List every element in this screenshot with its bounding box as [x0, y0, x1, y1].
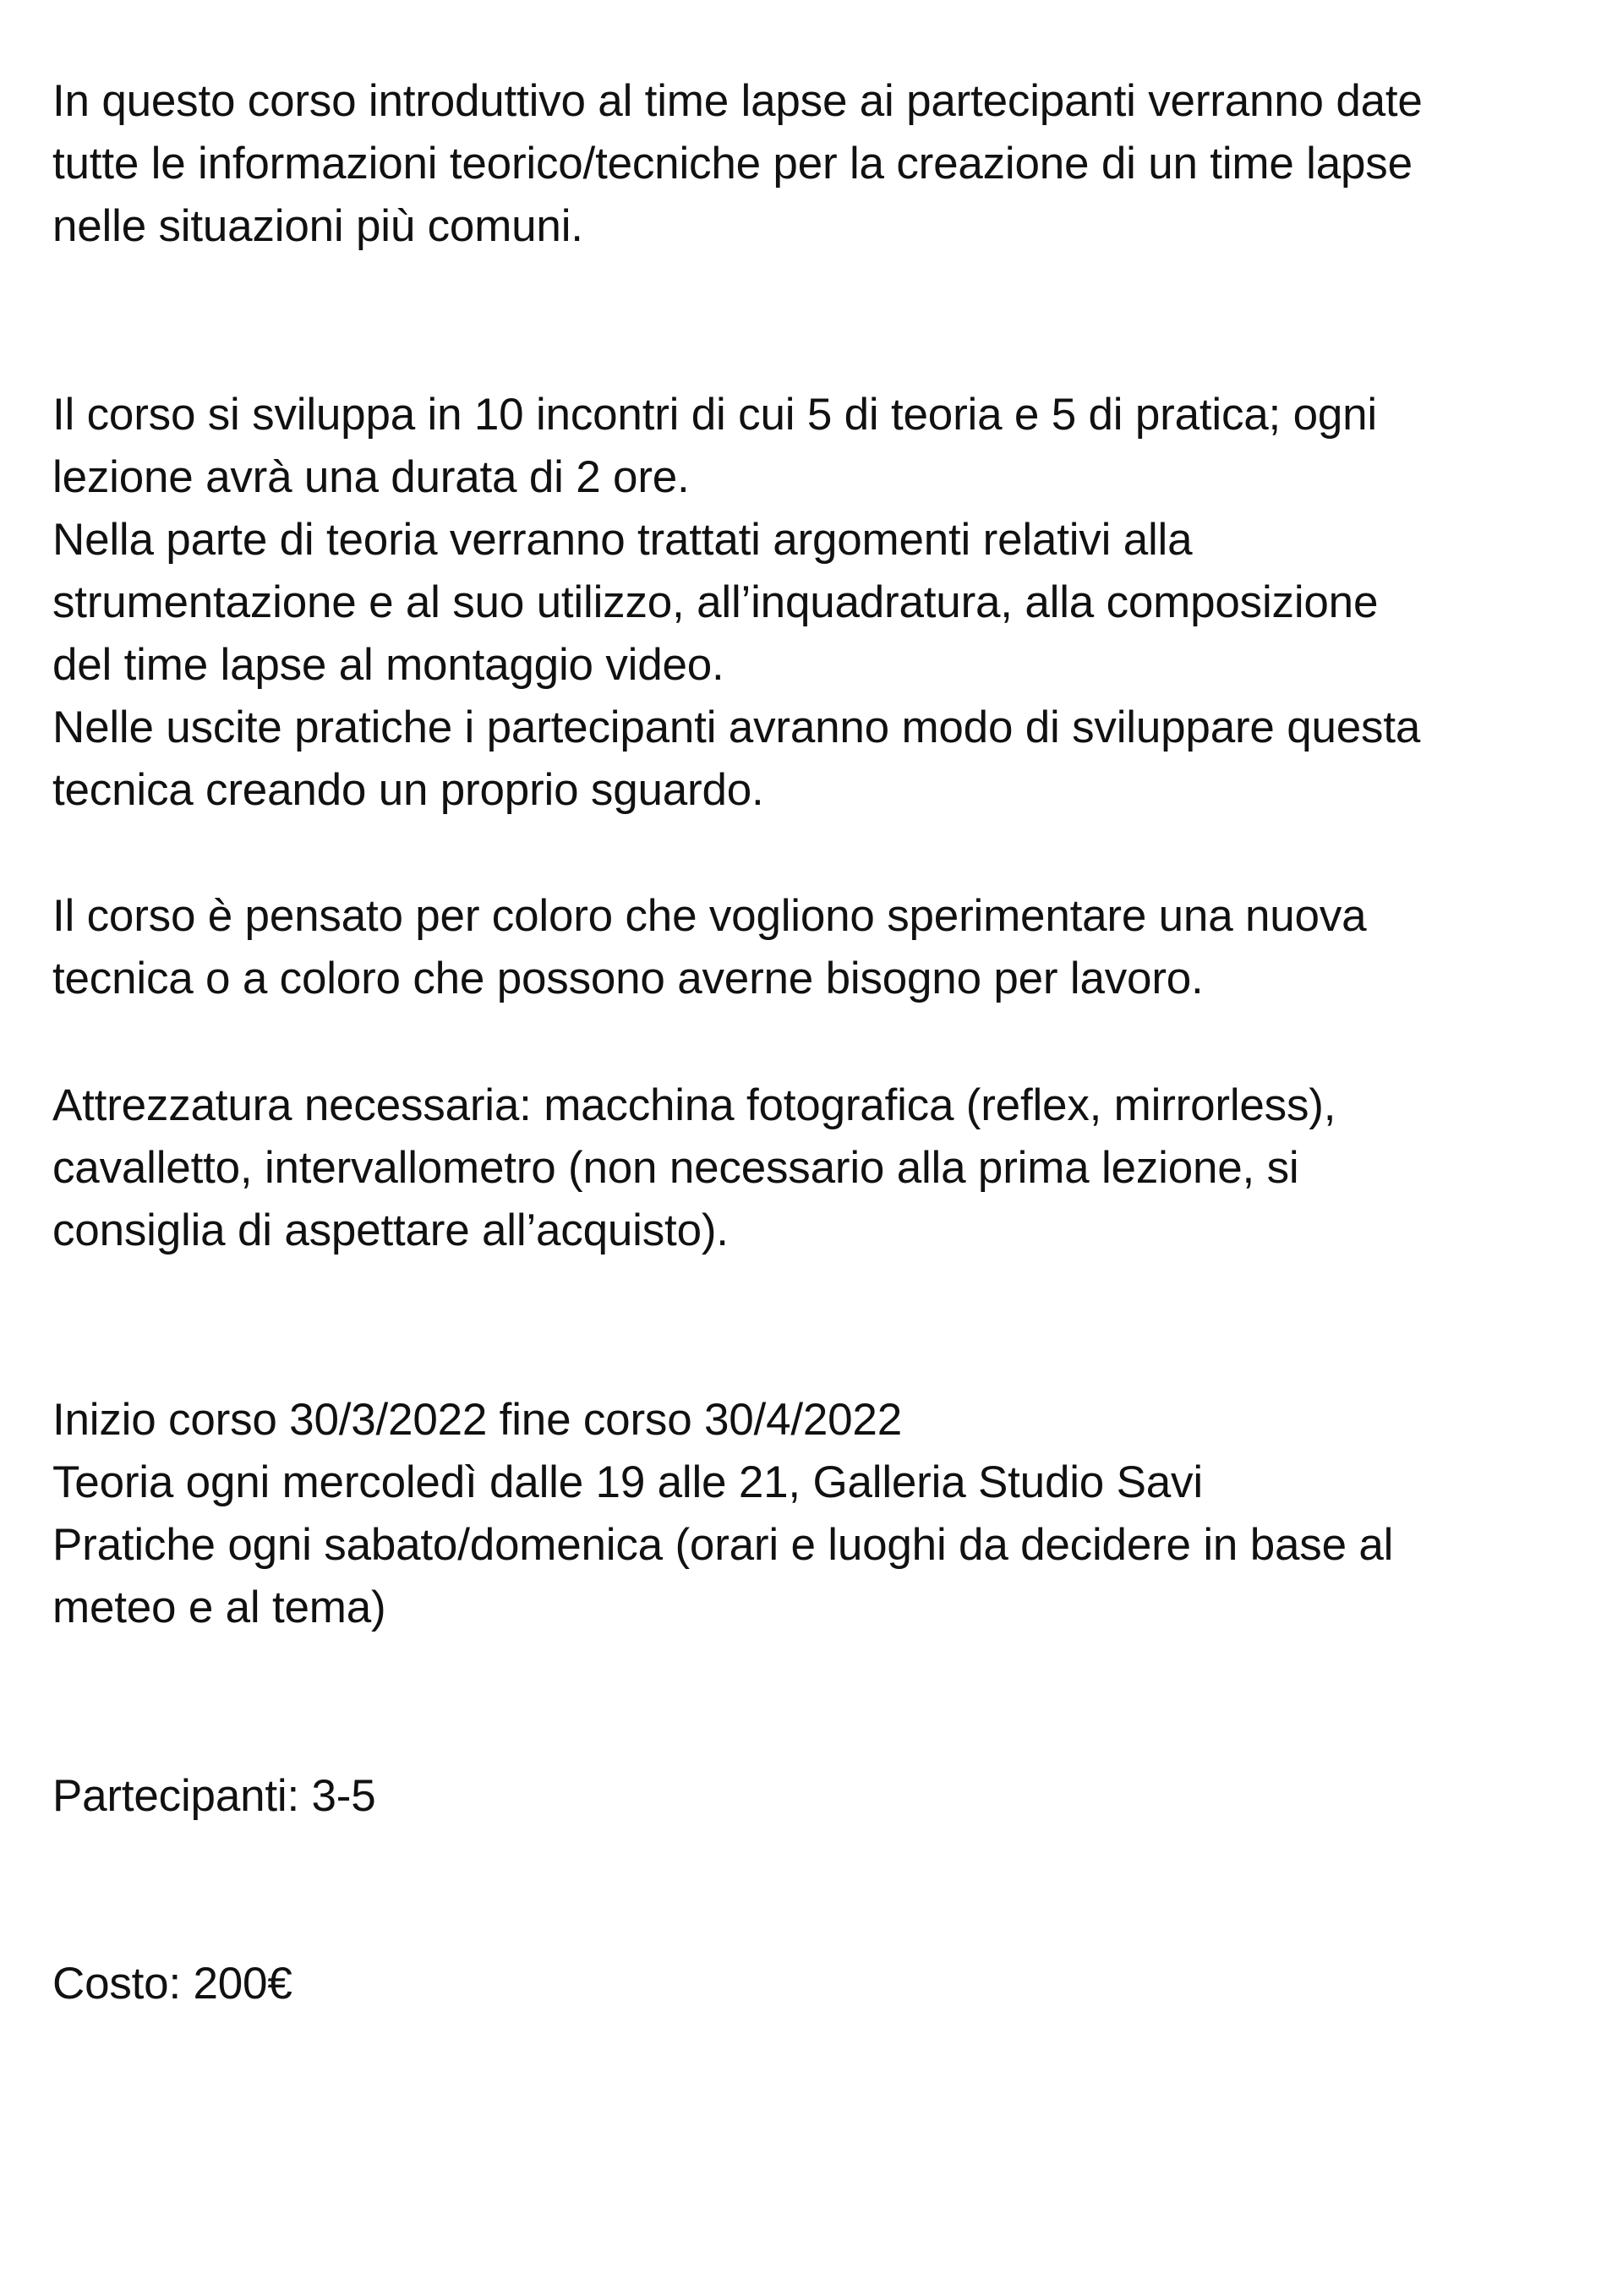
schedule-line: meteo e al tema)	[52, 1583, 386, 1632]
schedule-line: Pratiche ogni sabato/domenica (orari e luoghi da decidere in base al	[52, 1520, 1394, 1570]
schedule-line: Inizio corso 30/3/2022 fine corso 30/4/2022	[52, 1395, 902, 1445]
structure-line: del time lapse al montaggio video.	[52, 640, 724, 690]
intro-line: nelle situazioni più comuni.	[52, 201, 583, 251]
target-audience-paragraph	[52, 885, 1599, 1010]
cost-line: Costo: 200€	[52, 1959, 292, 2009]
equipment-line: Attrezzatura necessaria: macchina fotografica (reflex, mirrorless),	[52, 1080, 1336, 1130]
course-structure-paragraph	[52, 384, 1599, 822]
participants-line: Partecipanti: 3-5	[52, 1771, 376, 1821]
structure-line: strumentazione e al suo utilizzo, all’inquadratura, alla composizione	[52, 577, 1379, 627]
schedule-line: Teoria ogni mercoledì dalle 19 alle 21, Galleria Studio Savi	[52, 1457, 1203, 1507]
intro-line: In questo corso introduttivo al time lapse ai partecipanti verranno date	[52, 76, 1423, 126]
participants-paragraph	[52, 1765, 1599, 1828]
target-line: tecnica o a coloro che possono averne bisogno per lavoro.	[52, 954, 1204, 1003]
intro-line: tutte le informazioni teorico/tecniche per la creazione di un time lapse	[52, 139, 1413, 189]
intro-paragraph	[52, 70, 1599, 258]
structure-line: Nella parte di teoria verranno trattati argomenti relativi alla	[52, 515, 1193, 565]
equipment-line: cavalletto, intervallometro (non necessario alla prima lezione, si	[52, 1143, 1299, 1193]
structure-line: lezione avrà una durata di 2 ore.	[52, 452, 690, 502]
equipment-paragraph	[52, 1074, 1599, 1262]
target-line: Il corso è pensato per coloro che vogliono sperimentare una nuova	[52, 891, 1367, 941]
structure-line: tecnica creando un proprio sguardo.	[52, 765, 764, 815]
equipment-line: consiglia di aspettare all’acquisto).	[52, 1205, 729, 1255]
structure-line: Il corso si sviluppa in 10 incontri di cui 5 di teoria e 5 di pratica; ogni	[52, 390, 1378, 440]
cost-paragraph	[52, 1953, 1599, 2015]
schedule-paragraph	[52, 1389, 1599, 1639]
structure-line: Nelle uscite pratiche i partecipanti avranno modo di sviluppare questa	[52, 702, 1421, 752]
